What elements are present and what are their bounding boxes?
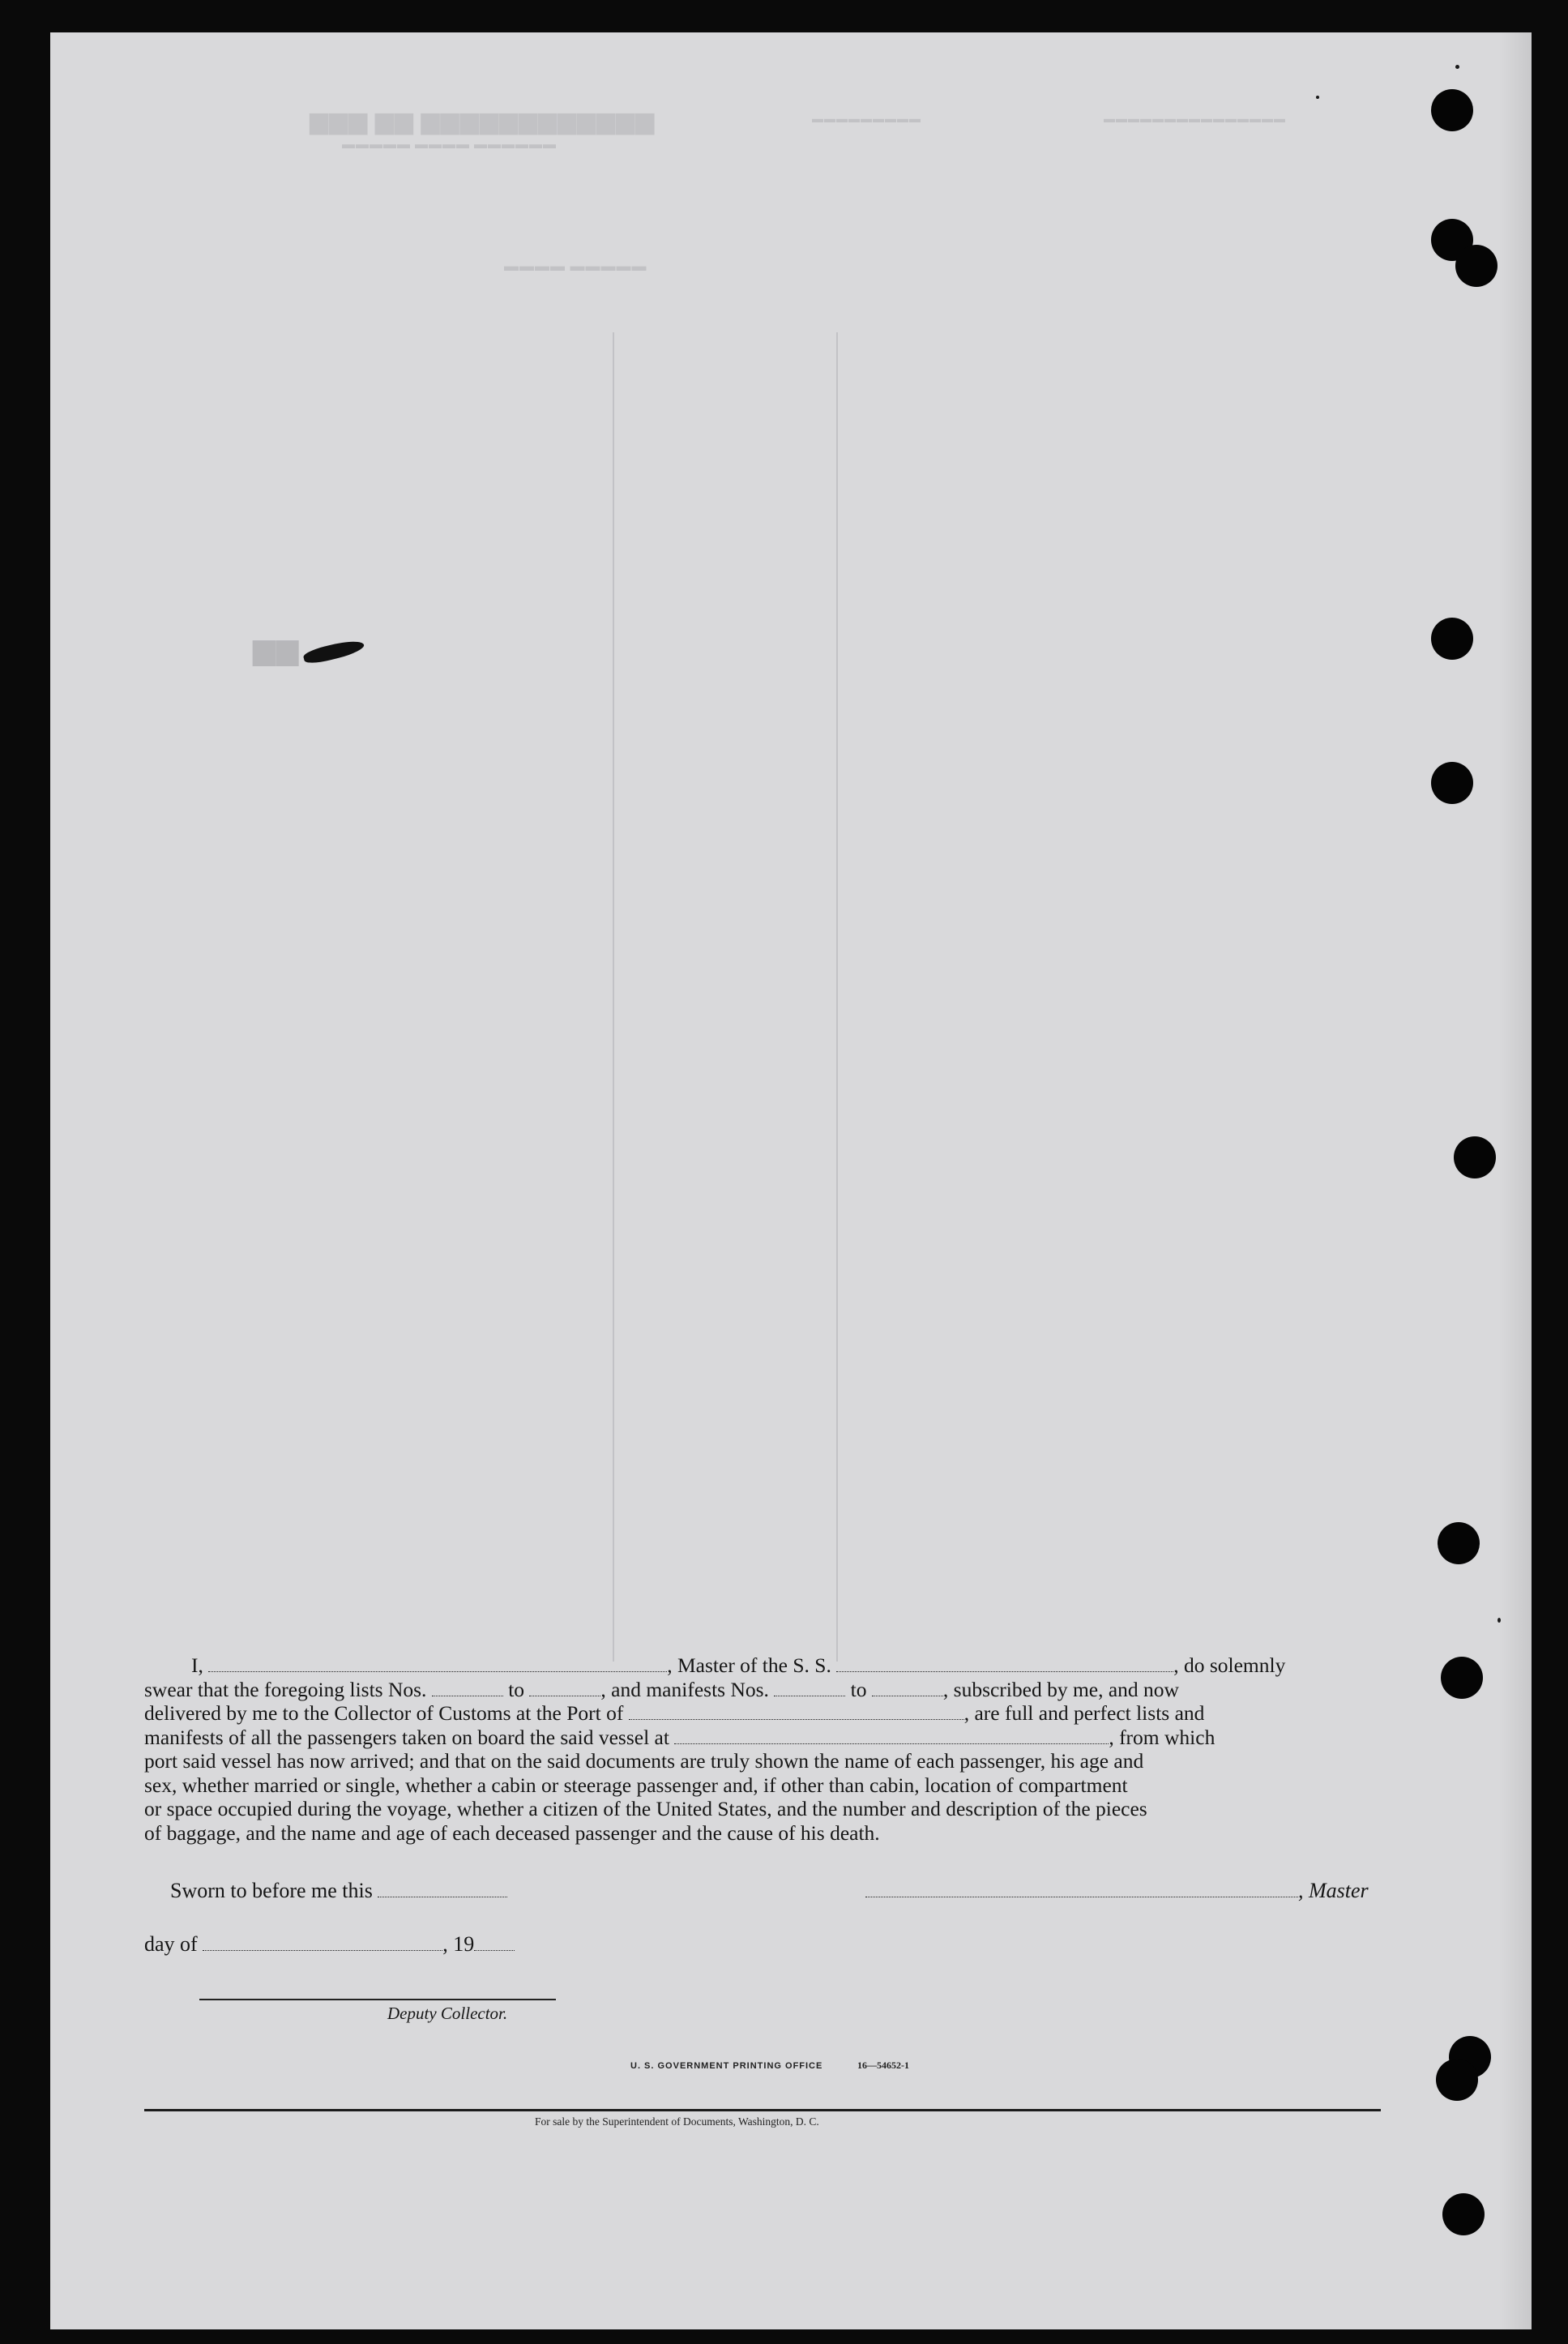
oath-text: , Master of the S. S. bbox=[667, 1653, 831, 1677]
oath-text: to bbox=[850, 1677, 867, 1701]
day-row bbox=[144, 1932, 515, 1957]
day-label: day of bbox=[144, 1932, 198, 1956]
bleed-through-column-rule bbox=[613, 332, 614, 1662]
punch-hole bbox=[1431, 618, 1473, 660]
bleed-through-stamp: ▆▆ bbox=[253, 633, 300, 665]
oath-text: manifests of all the passengers taken on board the said vessel at bbox=[144, 1725, 669, 1749]
oath-text: , are full and perfect lists and bbox=[963, 1701, 1205, 1725]
oath-text: , and manifests Nos. bbox=[600, 1677, 769, 1701]
name-blank bbox=[208, 1655, 667, 1672]
port-blank bbox=[629, 1703, 964, 1720]
punch-hole bbox=[1454, 1136, 1496, 1178]
sale-note: For sale by the Superintendent of Documents, Washington, D. C. bbox=[535, 2115, 819, 2128]
master-label: , Master bbox=[1298, 1879, 1369, 1902]
punch-hole bbox=[1431, 762, 1473, 804]
oath-line: port said vessel has now arrived; and that on the said documents are truly shown the name of each passenger, his age and bbox=[144, 1749, 1144, 1773]
oath-text: delivered by me to the Collector of Customs at the Port of bbox=[144, 1701, 624, 1725]
oath-line: sex, whether married or single, whether a cabin or steerage passenger and, if other than cabin, location of compartment bbox=[144, 1773, 1128, 1797]
bleed-through-mark-right: ▬▬▬▬▬▬▬▬▬▬▬▬▬▬▬ bbox=[1104, 113, 1286, 126]
oath-line: or space occupied during the voyage, whether a citizen of the United States, and the number and description of the pieces bbox=[144, 1797, 1147, 1820]
oath-text: , from which bbox=[1109, 1725, 1216, 1749]
page-edge-shadow bbox=[1499, 32, 1532, 2329]
oath-paragraph bbox=[144, 1653, 1382, 1845]
form-number: 16—54652-1 bbox=[857, 2060, 909, 2071]
year-blank bbox=[474, 1934, 515, 1951]
document-page bbox=[50, 32, 1532, 2329]
sworn-date-blank bbox=[378, 1880, 507, 1897]
oath-line bbox=[144, 1726, 1382, 1750]
oath-line bbox=[144, 1678, 1382, 1702]
printing-office-imprint: U. S. GOVERNMENT PRINTING OFFICE bbox=[630, 2061, 823, 2071]
oath-text: I, bbox=[191, 1653, 203, 1677]
ink-blot bbox=[302, 637, 365, 666]
speck bbox=[1498, 1618, 1501, 1623]
bleed-through-column-rule bbox=[836, 332, 838, 1662]
embarkation-port-blank bbox=[674, 1727, 1109, 1744]
deputy-signature-line bbox=[199, 1999, 556, 2000]
bleed-through-line: ▬▬▬▬ ▬▬▬▬▬ bbox=[504, 258, 647, 274]
year-label: , 19 bbox=[442, 1932, 475, 1956]
sworn-label: Sworn to before me this bbox=[170, 1879, 373, 1902]
oath-line: of baggage, and the name and age of each deceased passenger and the cause of his death. bbox=[144, 1820, 880, 1845]
oath-text: , subscribed by me, and now bbox=[942, 1677, 1179, 1701]
master-signature-blank bbox=[865, 1880, 1298, 1897]
deputy-collector-label: Deputy Collector. bbox=[387, 2004, 508, 2023]
footer-rule bbox=[144, 2109, 1381, 2111]
punch-hole bbox=[1442, 2193, 1485, 2235]
master-signature-row bbox=[865, 1879, 1369, 1903]
oath-text: , do solemnly bbox=[1173, 1653, 1286, 1677]
month-blank bbox=[203, 1934, 442, 1951]
vessel-blank bbox=[836, 1655, 1173, 1672]
punch-hole bbox=[1436, 2059, 1478, 2101]
oath-line bbox=[144, 1653, 1382, 1678]
manifest-from-blank bbox=[774, 1679, 845, 1696]
speck bbox=[1316, 96, 1319, 99]
bleed-through-subheader: ▬▬▬▬▬ ▬▬▬▬ ▬▬▬▬▬▬ bbox=[342, 138, 557, 152]
speck bbox=[1455, 65, 1459, 69]
bleed-through-header: ▆▆▆ ▆▆ ▆▆▆▆▆▆▆▆▆▆▆▆ bbox=[310, 108, 656, 135]
list-to-blank bbox=[529, 1679, 600, 1696]
sworn-row bbox=[170, 1879, 507, 1903]
oath-text: swear that the foregoing lists Nos. bbox=[144, 1677, 427, 1701]
punch-hole bbox=[1438, 1522, 1480, 1564]
list-from-blank bbox=[432, 1679, 503, 1696]
punch-hole bbox=[1441, 1657, 1483, 1699]
manifest-to-blank bbox=[872, 1679, 943, 1696]
punch-hole bbox=[1455, 245, 1498, 287]
oath-line bbox=[144, 1701, 1382, 1726]
oath-text: to bbox=[508, 1677, 525, 1701]
punch-hole bbox=[1431, 89, 1473, 131]
bleed-through-mark: ▬▬▬▬▬▬▬▬▬ bbox=[812, 113, 921, 126]
